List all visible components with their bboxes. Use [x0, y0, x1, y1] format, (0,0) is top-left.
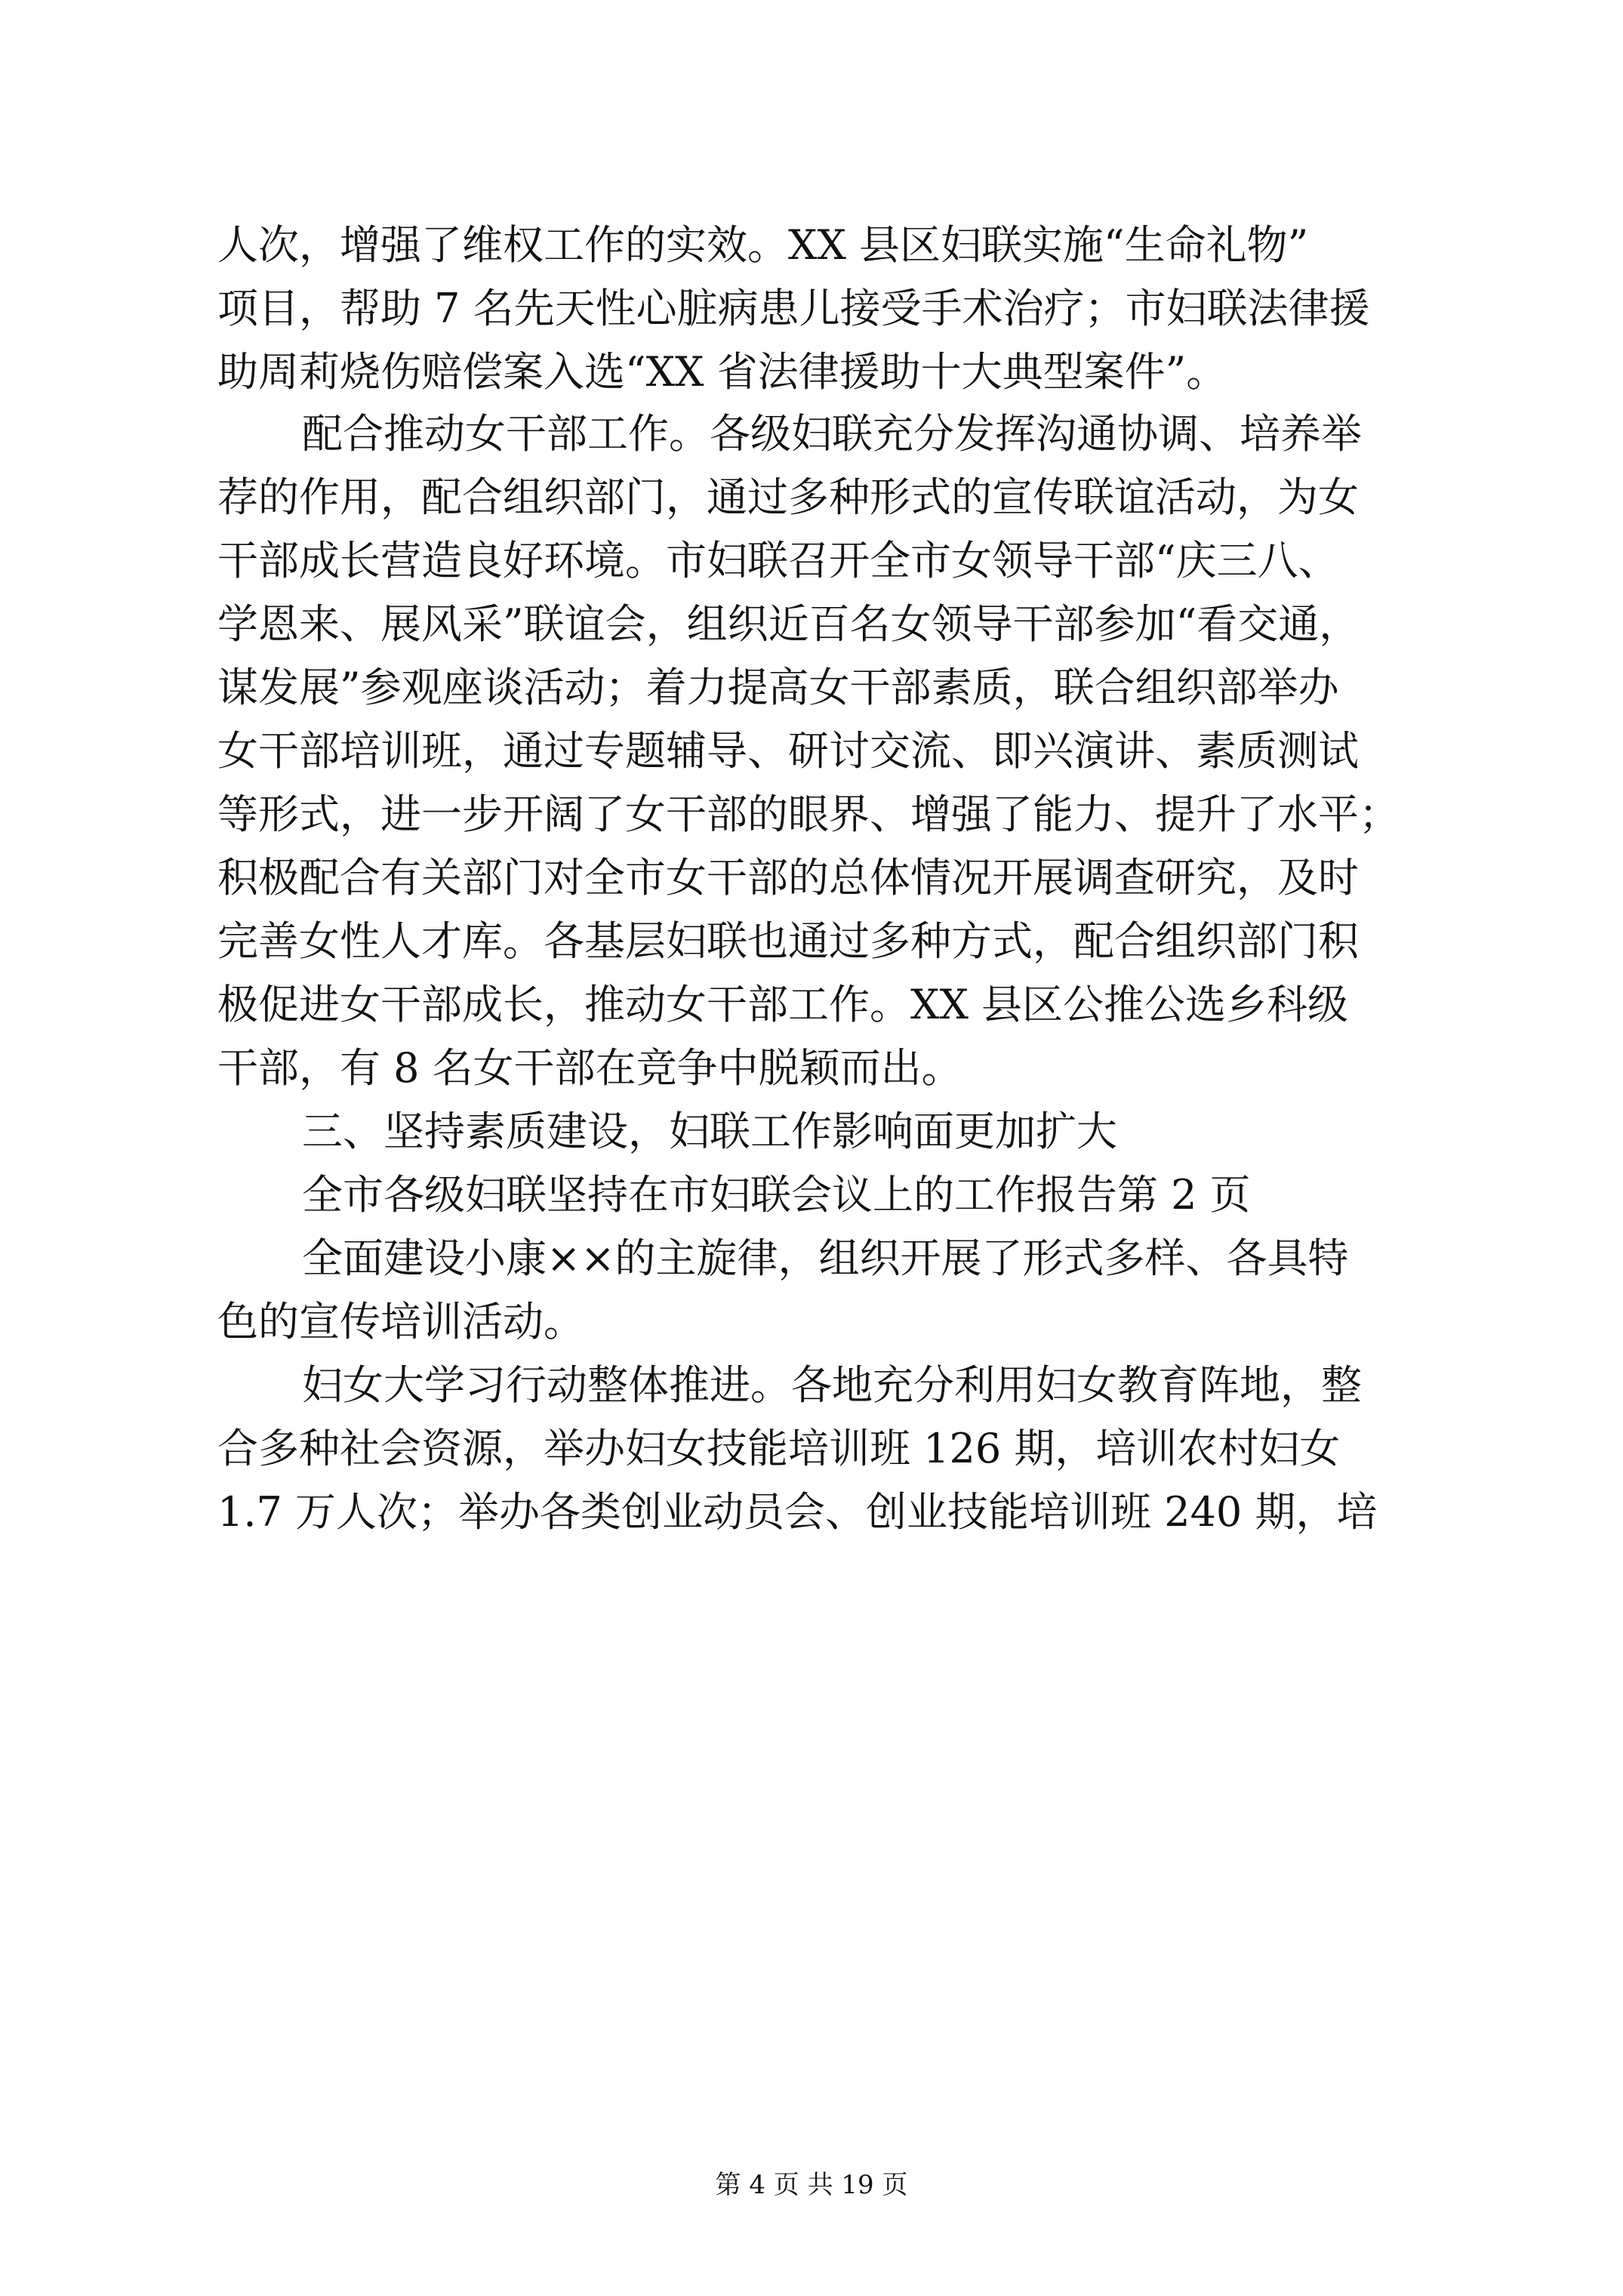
body-text-line: 项目，帮助 7 名先天性心脏病患儿接受手术治疗；市妇联法律援 [217, 285, 1370, 332]
body-text-line: 等形式，进一步开阔了女干部的眼界、增强了能力、提升了水平； [217, 791, 1400, 838]
section-heading: 三、坚持素质建设，妇联工作影响面更加扩大 [302, 1108, 1117, 1155]
page-reference-line: 全市各级妇联坚持在市妇联会议上的工作报告第 2 页 [302, 1171, 1251, 1219]
body-text-line: 积极配合有关部门对全市女干部的总体情况开展调查研究，及时 [217, 854, 1359, 901]
paragraph-first-line: 配合推动女干部工作。各级妇联充分发挥沟通协调、培养举 [302, 410, 1362, 458]
page-footer: 第 4 页 共 19 页 [715, 2170, 908, 2200]
body-text-line: 极促进女干部成长，推动女干部工作。XX 县区公推公选乡科级 [217, 981, 1349, 1028]
body-text-line: 人次，增强了维权工作的实效。XX 县区妇联实施“生命礼物” [217, 221, 1309, 269]
body-text-line: 荐的作用，配合组织部门，通过多种形式的宣传联谊活动，为女 [217, 473, 1359, 521]
paragraph-first-line: 妇女大学习行动整体推进。各地充分利用妇女教育阵地，整 [302, 1361, 1362, 1409]
body-text-line: 女干部培训班，通过专题辅导、研讨交流、即兴演讲、素质测试 [217, 727, 1359, 775]
body-text-line: 干部成长营造良好环境。市妇联召开全市女领导干部“庆三八、 [217, 537, 1339, 584]
body-text-line: 完善女性人才库。各基层妇联也通过多种方式，配合组织部门积 [217, 917, 1359, 965]
body-text-line: 色的宣传培训活动。 [217, 1298, 584, 1345]
body-text-line: 1.7 万人次；举办各类创业动员会、创业技能培训班 240 期，培 [217, 1488, 1378, 1536]
body-text-line: 助周莉烧伤赔偿案入选“XX 省法律援助十大典型案件”。 [217, 348, 1227, 396]
body-text-line: 谋发展”参观座谈活动；着力提高女干部素质，联合组织部举办 [217, 664, 1339, 711]
body-text-line: 合多种社会资源，举办妇女技能培训班 126 期，培训农村妇女 [217, 1425, 1341, 1472]
body-text-line: 干部，有 8 名女干部在竞争中脱颖而出。 [217, 1044, 962, 1092]
paragraph-first-line: 全面建设小康××的主旋律，组织开展了形式多样、各具特 [302, 1234, 1349, 1282]
body-text-line: 学恩来、展风采”联谊会，组织近百名女领导干部参加“看交通， [217, 600, 1360, 648]
